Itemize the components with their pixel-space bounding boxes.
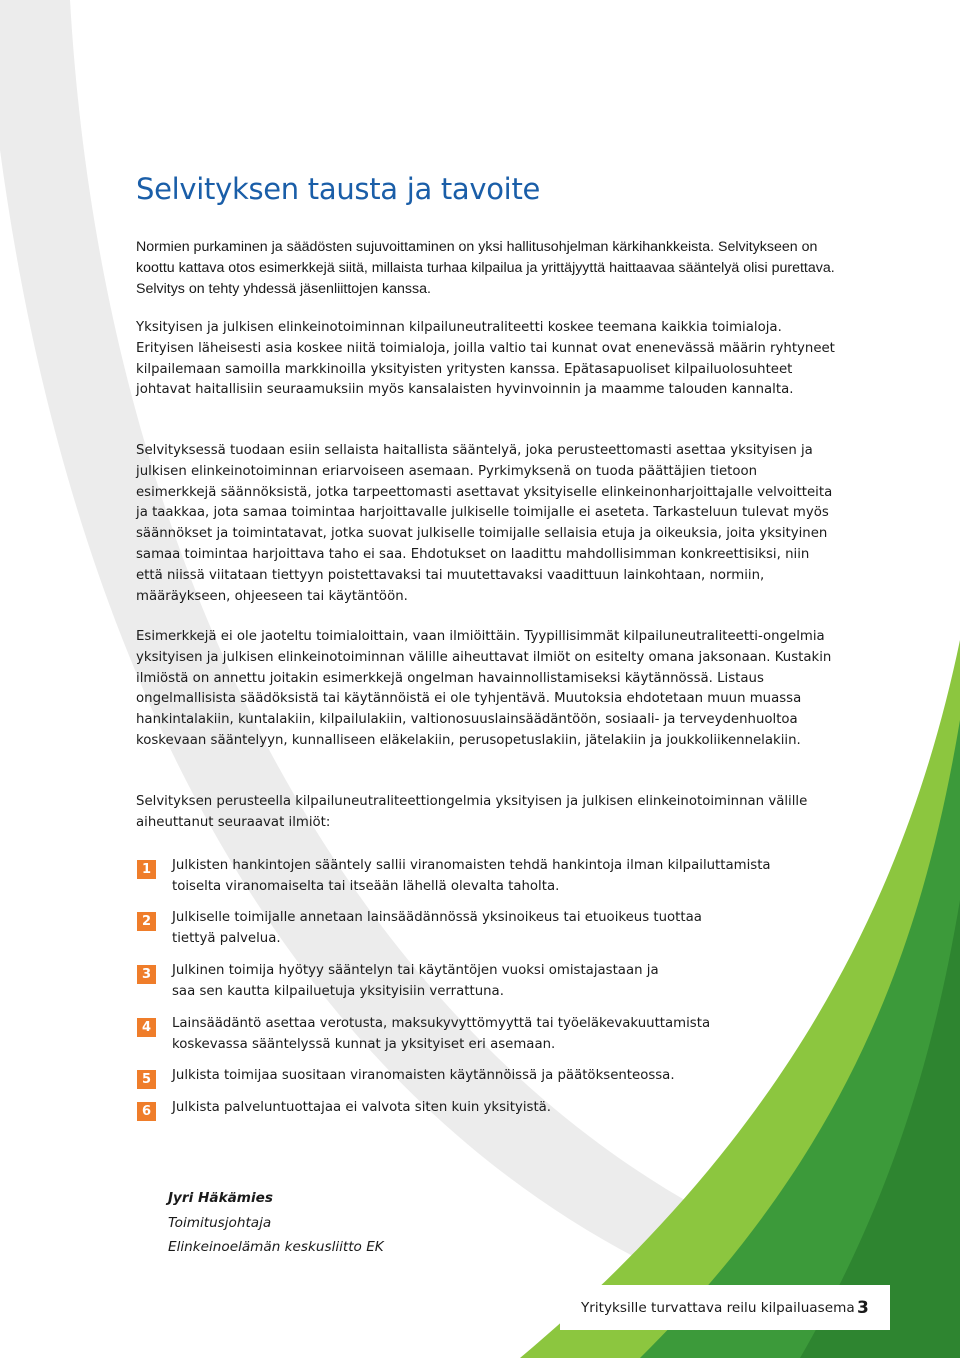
list-item-line: tiettyä palvelua. xyxy=(172,930,281,946)
list-item xyxy=(136,856,771,898)
paragraph-neutrality: Yksityisen ja julkisen elinkeinotoiminnan kilpailuneutraliteetti koskee teemana kaikkia toimialoja. Erityisen läheisesti asia koskee niitä toimialoja, joilla valtio tai kunnat ovat enenevässä määrin ryhtyneet kilpailemaan samoilla markkinoilla yksityisten yritysten kanssa. Epätasapuoliset kilpailuolosuhteet johtavat haitallisiin seuraamuksiin myös kansalaisten hyvinvoinnin ja maamme talouden kannalta. xyxy=(136,320,835,398)
number-badge: 4 xyxy=(137,1018,156,1037)
list-item xyxy=(136,908,702,950)
list-item xyxy=(136,961,659,1003)
page-number: 3 xyxy=(857,1298,869,1318)
list-item-line: Lainsäädäntö asettaa verotusta, maksukyvyttömyyttä tai työeläkevakuuttamista xyxy=(172,1016,711,1031)
paragraph-intro: Normien purkaminen ja säädösten sujuvoittaminen on yksi hallitusohjelman kärkihankkeista. Selvitykseen on koottu kattava otos esimerkkejä siitä, millaista turhaa kilpailua ja yrittäjyyttä haittaavaa sääntelyä olisi purettava. Selvitys on tehty yhdessä jäsenliittojen kanssa. xyxy=(136,239,835,297)
number-badge: 2 xyxy=(137,912,156,931)
list-item-line: Julkinen toimija hyötyy sääntelyn tai käytäntöjen vuoksi omistajastaan ja xyxy=(172,963,659,978)
list-item xyxy=(136,1014,710,1056)
list-item-line: saa sen kautta kilpailuetuja yksityisiin verrattuna. xyxy=(172,983,504,999)
paragraph-regulation: Selvityksessä tuodaan esiin sellaista haitallista sääntelyä, joka perusteettomasti asettaa yksityisen ja julkisen elinkeinotoiminnan eriarvoiseen asemaan. Pyrkimyksenä on tuoda päättäjien tietoon esimerkkejä säännöksistä, jotka tarpeettomasti asettavat yksityiselle elinkeinonharjoittajalle velvoitteita ja taakkaa, jota samaa toimintaa harjoittavalle julkiselle toimijalle ei aseteta. Tarkasteluun tulevat myös säännökset ja toimintatavat, jotka suovat julkiselle toimijalle sellaisia etuja ja oikeuksia, joita yksityinen samaa toimintaa harjoittava taho ei saa. Ehdotukset on laadittu mahdollisimman konkreettisiksi, niin että niissä viitataan tiettyyn poistettavaksi tai muutettavaksi vaadittuun lainkohtaan, normiin, määräykseen, ohjeeseen tai käytäntöön. xyxy=(136,443,833,604)
list-item-line: Julkiselle toimijalle annetaan lainsäädännössä yksinoikeus tai etuoikeus tuottaa xyxy=(172,910,702,925)
signature-org: Elinkeinoelämän keskusliitto EK xyxy=(168,1239,384,1255)
signature-name: Jyri Häkämies xyxy=(168,1190,273,1206)
paragraph-examples: Esimerkkejä ei ole jaoteltu toimialoittain, vaan ilmiöittäin. Tyypillisimmät kilpailuneutraliteetti-ongelmia yksityisen ja julkisen elinkeinotoiminnan välille aiheuttavat ilmiöt on esitelty omana jaksonaan. Kustakin ilmiöstä on annettu joitakin esimerkkejä ongelman havainnollistamiseksi käytännössä. Listaus ongelmallisista säädöksistä tai käytännöistä ei ole tyhjentävä. Muutoksia ehdotetaan muun muassa hankintalakiin, kuntalakiin, kilpailulakiin, valtionosuuslainsäädäntöön, sosiaali- ja terveydenhuoltoa koskevaan sääntelyyn, kunnalliseen eläkelakiin, perusopetuslakiin, jätelakiin ja joukkoliikennelakiin. xyxy=(136,629,832,748)
number-badge: 3 xyxy=(137,965,156,984)
list-item-line: toiselta viranomaiselta tai itseään lähellä olevalta taholta. xyxy=(172,878,560,894)
list-item-line: Julkisten hankintojen sääntely sallii viranomaisten tehdä hankintoja ilman kilpailuttamista xyxy=(172,858,771,873)
page-title: Selvityksen tausta ja tavoite xyxy=(136,172,541,206)
list-item-line: koskevassa sääntelyssä kunnat ja yksityiset eri asemaan. xyxy=(172,1036,556,1052)
paragraph-list-intro: Selvityksen perusteella kilpailuneutraliteettiongelmia yksityisen ja julkisen elinkeinotoiminnan välille aiheuttanut seuraavat ilmiöt: xyxy=(136,794,808,830)
number-badge: 5 xyxy=(137,1070,156,1089)
number-badge: 6 xyxy=(137,1102,156,1121)
signature-block xyxy=(168,1186,384,1260)
list-item-line: Julkista palveluntuottajaa ei valvota siten kuin yksityistä. xyxy=(172,1100,552,1115)
footer-title: Yrityksille turvattava reilu kilpailuasema xyxy=(581,1300,855,1316)
list-item xyxy=(136,1098,551,1119)
list-item-line: Julkista toimijaa suositaan viranomaisten käytännöissä ja päätöksenteossa. xyxy=(172,1068,675,1083)
list-item xyxy=(136,1066,675,1087)
number-badge: 1 xyxy=(137,860,156,879)
signature-role: Toimitusjohtaja xyxy=(168,1214,272,1231)
